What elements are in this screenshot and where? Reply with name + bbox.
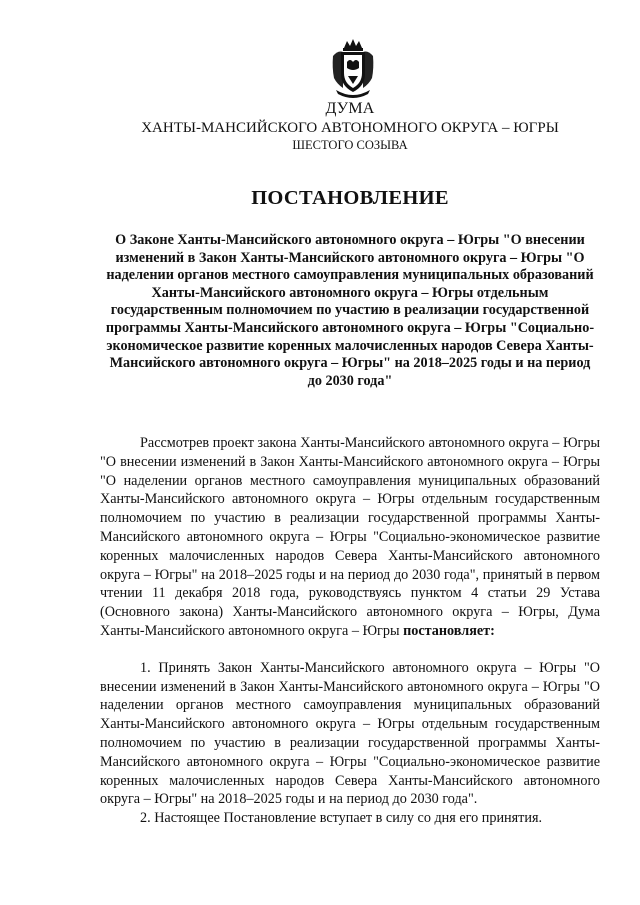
document-subject: О Законе Ханты-Мансийского автономного округа – Югры "О внесении изменений в Закон Ханты-Мансийского автономного округа – Югры "О наделении органов местного самоуправления муниципальных образований Ханты-Мансийского автономного округа – Югры отдельным государственным полномочием по участию в реализации государственной программы Ханты-Мансийского автономного округа – Югры "Социально-экономическое развитие коренных малочисленных народов Севера Ханты-Мансийского автономного округа – Югры" на 2018–2025 годы и на период до 2030 года" [105,232,595,389]
convocation-heading: ШЕСТОГО СОЗЫВА [292,138,408,152]
okrug-heading: ХАНТЫ-МАНСИЙСКОГО АВТОНОМНОГО ОКРУГА – ЮГРЫ [141,120,559,136]
document-body [100,434,600,828]
decree-word: постановляет: [403,622,495,639]
preamble-paragraph [100,434,600,641]
document-title: ПОСТАНОВЛЕНИЕ [251,187,449,209]
coat-of-arms-icon [330,38,376,100]
item-2-paragraph: 2. Настоящее Постановление вступает в силу со дня его принятия. [140,810,543,827]
preamble-text: Рассмотрев проект закона Ханты-Мансийского автономного округа – Югры "О внесении изменений в Закон Ханты-Мансийского автономного округа – Югры "О наделении органов местного самоуправления муниципальных образований Ханты-Мансийского автономного округа – Югры отдельным государственным полномочием по участию в реализации государственной программы Ханты-Мансийского автономного округа – Югры "Социально-экономическое развитие коренных малочисленных народов Севера Ханты-Мансийского автономного округа – Югры" на 2018–2025 годы и на период до 2030 года", принятый в первом чтении 11 декабря 2018 года, руководствуясь пунктом 4 статьи 29 Устава (Основного закона) Ханты-Мансийского автономного округа – Югры, Дума Ханты-Мансийского автономного округа – Югры [100,435,600,639]
item-1-paragraph: 1. Принять Закон Ханты-Мансийского автономного округа – Югры "О внесении изменений в Закон Ханты-Мансийского автономного округа – Югры "О наделении органов местного самоуправления муниципальных образований Ханты-Мансийского автономного округа – Югры отдельным государственным полномочием по участию в реализации государственной программы Ханты-Мансийского автономного округа – Югры "Социально-экономическое развитие коренных малочисленных народов Севера Ханты-Мансийского автономного округа – Югры" на 2018–2025 годы и на период до 2030 года". [100,659,600,808]
duma-heading: ДУМА [325,100,375,117]
